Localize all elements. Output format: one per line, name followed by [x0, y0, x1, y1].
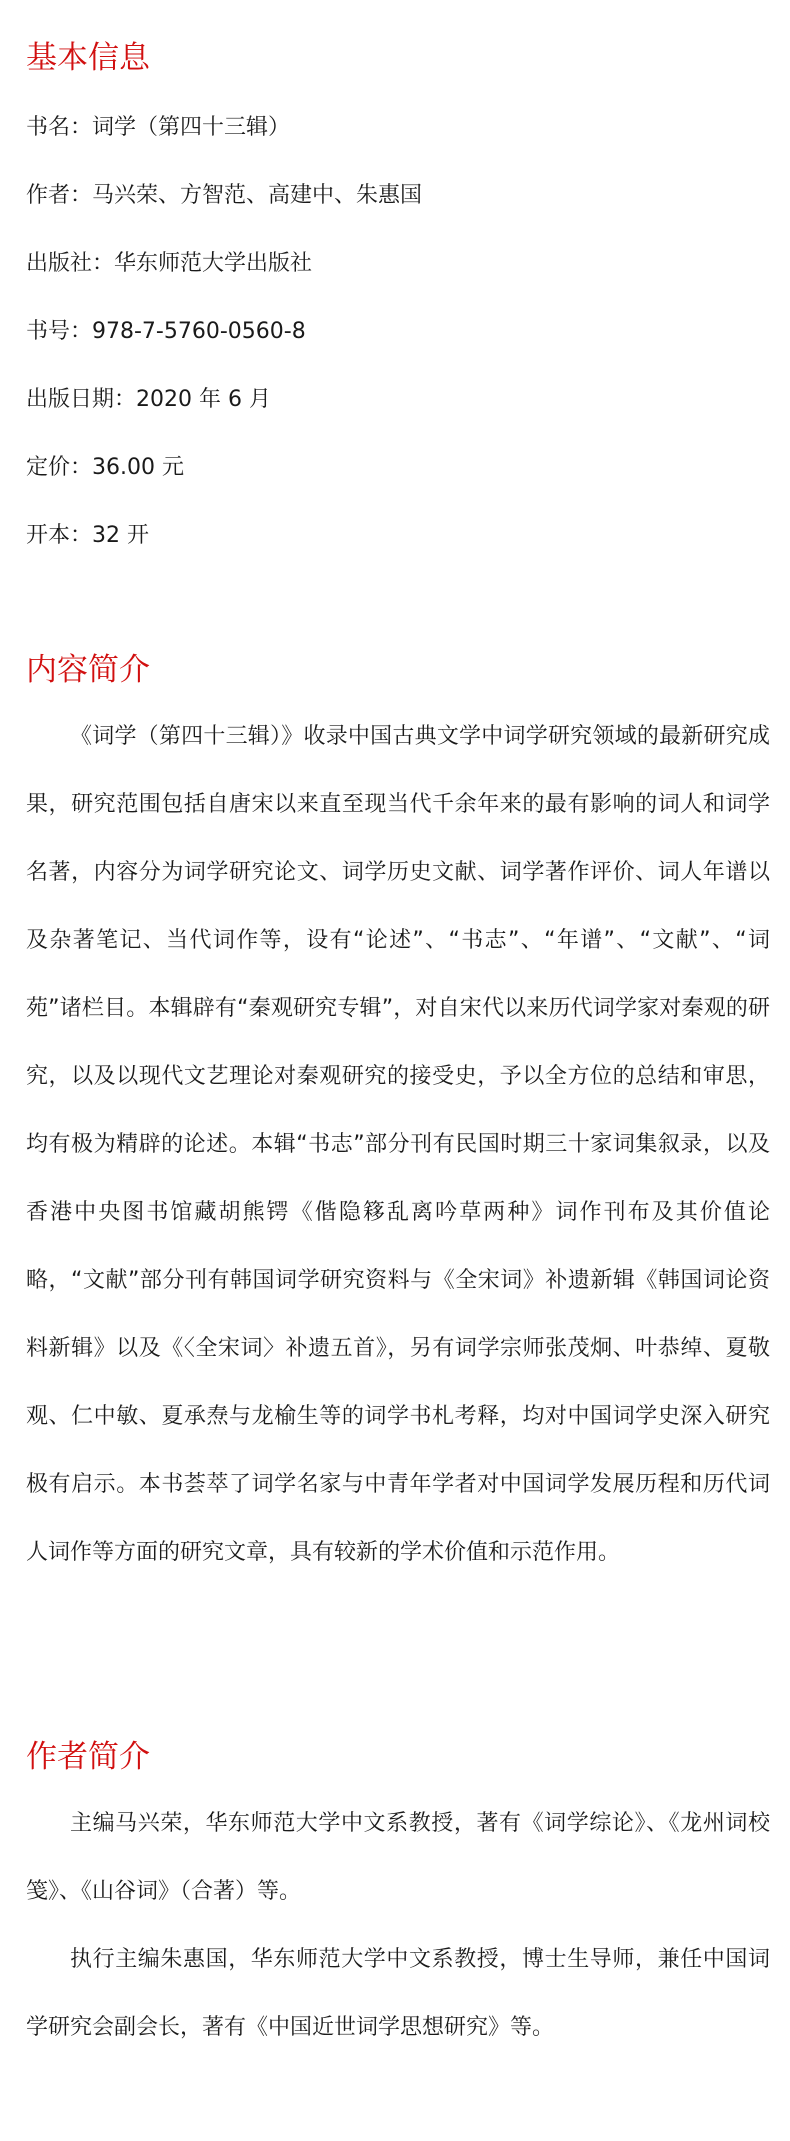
info-publish-date: 出版日期：2020 年 6 月 — [26, 387, 271, 412]
info-book-name: 书名：词学（第四十三辑） — [26, 115, 291, 140]
info-price: 定价：36.00 元 — [26, 455, 184, 480]
summary-heading: 内容简介 — [26, 652, 150, 688]
author-paragraph-executive-editor: 执行主编朱惠国，华东师范大学中文系教授，博士生导师，兼任中国词学研究会副会长，著有《中国近世词学思想研究》等。 — [26, 1947, 770, 2040]
author-heading: 作者简介 — [26, 1739, 150, 1775]
summary-body — [26, 703, 770, 1587]
info-format: 开本：32 开 — [26, 523, 149, 548]
author-paragraph-editor: 主编马兴荣，华东师范大学中文系教授，著有《词学综论》、《龙州词校笺》、《山谷词》（合著）等。 — [26, 1811, 770, 1904]
info-isbn: 书号：978-7-5760-0560-8 — [26, 319, 306, 344]
info-publisher: 出版社：华东师范大学出版社 — [26, 251, 313, 276]
info-authors: 作者：马兴荣、方智范、高建中、朱惠国 — [26, 183, 423, 208]
basic-info-list — [26, 110, 422, 586]
summary-paragraph: 《词学（第四十三辑）》收录中国古典文学中词学研究领域的最新研究成果，研究范围包括自唐宋以来直至现当代千余年来的最有影响的词人和词学名著，内容分为词学研究论文、词学历史文献、词学著作评价、词人年谱以及杂著笔记、当代词作等，设有“论述”、“书志”、“年谱”、“文献”、“词苑”诸栏目。本辑辟有“秦观研究专辑”，对自宋代以来历代词学家对秦观的研究，以及以现代文艺理论对秦观研究的接受史，予以全方位的总结和审思，均有极为精辟的论述。本辑“书志”部分刊有民国时期三十家词集叙录，以及香港中央图书馆藏胡熊锷《偕隐簃乱离吟草两种》词作刊布及其价值论略，“文献”部分刊有韩国词学研究资料与《全宋词》补遗新辑《韩国词论资料新辑》以及《〈全宋词〉补遗五首》，另有词学宗师张茂炯、叶恭绰、夏敬观、仁中敏、夏承焘与龙榆生等的词学书札考释，均对中国词学史深入研究极有启示。本书荟萃了词学名家与中青年学者对中国词学发展历程和历代词人词作等方面的研究文章，具有较新的学术价值和示范作用。 — [26, 724, 770, 1565]
basic-info-heading: 基本信息 — [26, 40, 150, 76]
author-body — [26, 1790, 770, 2062]
